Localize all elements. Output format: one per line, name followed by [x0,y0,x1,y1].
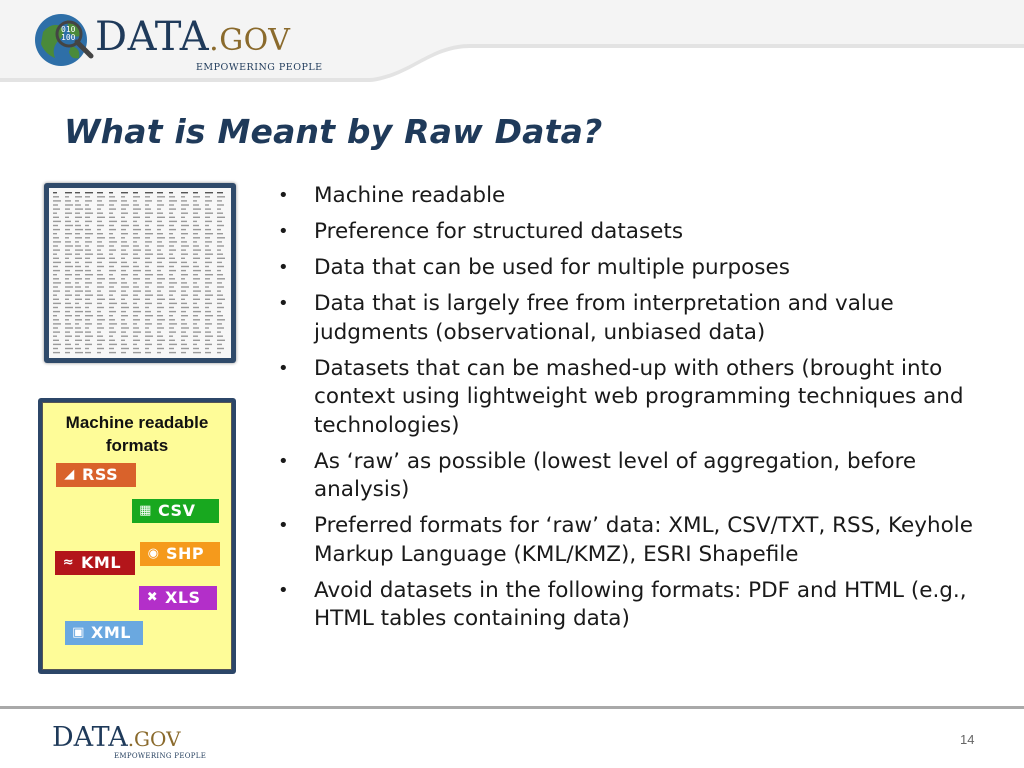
footer-divider [0,706,1024,709]
bullet-item: • Data that can be used for multiple purposes [278,255,790,280]
footer-tagline: EMPOWERING PEOPLE [114,752,207,760]
footer-wordmark: DATA.GOV [52,722,181,753]
spreadsheet-image [49,188,231,358]
datagov-logo[interactable] [33,10,333,80]
bullet-item: • Preferred formats for ‘raw’ data: XML, CSV/TXT, RSS, Keyhole Markup Language (KML/KMZ), ESRI Shapefile [278,513,973,567]
shp-icon: ◉ [147,546,160,561]
xls-icon: ✖ [146,590,159,605]
slide-title: What is Meant by Raw Data? [64,112,603,151]
csv-icon: ▦ [139,503,152,518]
svg-text:010: 010 [61,25,76,34]
bullet-item: • Datasets that can be mashed-up with others (brought into context using lightweight web programming techniques and technologies) [278,355,964,438]
logo-tagline: EMPOWERING PEOPLE [196,62,323,73]
formats-heading: Machine readable formats [65,413,209,455]
bullet-item: • Avoid datasets in the following formats: PDF and HTML (e.g., HTML tables containing data) [278,577,967,631]
kml-icon: ≈ [62,555,75,570]
bullet-item: • Preference for structured datasets [278,219,684,244]
bullet-item: • Data that is largely free from interpretation and value judgments (observational, unbiased data) [278,291,894,345]
machine-readable-formats-panel [38,398,236,674]
logo-wordmark: DATA.GOV [95,14,291,60]
raw-data-table-image [44,183,236,363]
slide-header [0,0,1024,82]
footer-logo[interactable] [52,722,207,760]
xml-badge: ▣ XML [65,621,143,645]
xml-icon: ▣ [72,625,85,640]
bullet-item: • Machine readable [278,183,506,208]
xls-badge: ✖ XLS [139,586,217,610]
csv-badge: ▦ CSV [132,499,219,523]
globe-icon [33,10,97,68]
kml-badge: ≈ KML [55,551,135,575]
page-number: 14 [960,732,975,747]
bullet-item: • As ‘raw’ as possible (lowest level of aggregation, before analysis) [278,448,917,502]
bullet-list [270,182,1000,641]
svg-text:100: 100 [61,33,76,42]
rss-badge: ◢ RSS [56,463,136,487]
rss-icon: ◢ [64,467,75,482]
shp-badge: ◉ SHP [140,542,220,566]
